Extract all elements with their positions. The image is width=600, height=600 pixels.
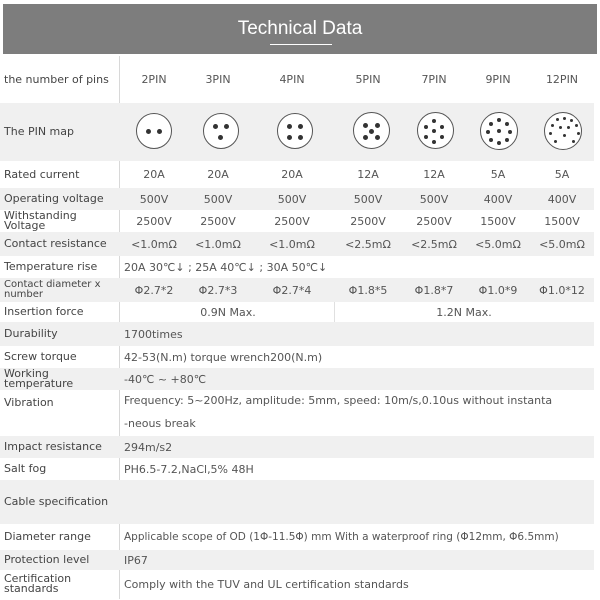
value-cell: 2500V (274, 214, 310, 228)
page-title: Technical Data (237, 18, 363, 39)
value-cell: 0.9N Max. (200, 305, 256, 319)
pin-header: 2PIN (141, 73, 167, 86)
value-cell: 500V (139, 192, 169, 206)
row-label: Durability (4, 327, 58, 340)
row-certification (0, 570, 594, 598)
row-diameter-range (0, 524, 594, 550)
value-cell: Φ1.8*5 (348, 283, 388, 297)
row-label: Certification standards (4, 572, 72, 595)
row-impact-resistance (0, 436, 594, 458)
row-label: Impact resistance (4, 440, 102, 453)
row-label: The PIN map (4, 125, 74, 138)
value-cell: 2500V (136, 214, 172, 228)
row-pin-count (0, 56, 594, 103)
value-cell: 294m/s2 (124, 440, 173, 454)
value-cell: <2.5mΩ (411, 237, 457, 251)
value-cell: <5.0mΩ (475, 237, 521, 251)
row-label: Cable specification (4, 495, 109, 508)
value-cell: Comply with the TUV and UL certification standards (124, 577, 409, 591)
vibration-line-1: Frequency: 5~200Hz, amplitude: 5mm, speed: 10m/s,0.10us without instanta (124, 394, 553, 407)
value-cell: 5A (490, 168, 506, 181)
row-withstanding-voltage (0, 210, 594, 232)
row-insertion-force (0, 302, 594, 322)
value-cell: 2500V (200, 214, 236, 228)
value-cell: 500V (203, 192, 233, 206)
value-cell: 2500V (350, 214, 386, 228)
row-label (0, 56, 119, 103)
value-cell: 20A (281, 168, 303, 181)
value-cell: 2500V (416, 214, 452, 228)
value-cell: 500V (419, 192, 449, 206)
value-cell: 5A (554, 168, 570, 181)
value-cell: <2.5mΩ (345, 237, 391, 251)
value-cell: <1.0mΩ (131, 237, 177, 251)
value-cell: <1.0mΩ (195, 237, 241, 251)
title-underline (270, 44, 332, 45)
pin-header: 4PIN (279, 73, 305, 86)
row-cable-specification (0, 480, 594, 524)
row-label: Protection level (4, 553, 90, 566)
pin-header: 9PIN (485, 73, 511, 86)
row-label: Operating voltage (4, 192, 104, 205)
row-working-temperature (0, 368, 594, 390)
row-label: Salt fog (4, 462, 47, 475)
row-operating-voltage (0, 188, 594, 210)
value-cell: 20A (207, 168, 229, 181)
value-cell: PH6.5-7.2,NaCl,5% 48H (124, 462, 254, 476)
row-label: Rated current (4, 167, 80, 181)
value-cell: <1.0mΩ (269, 237, 315, 251)
row-salt-fog (0, 458, 594, 480)
row-label: Working temperature (4, 367, 74, 390)
value-cell: 20A 30℃↓ ; 25A 40℃↓ ; 30A 50℃↓ (124, 260, 328, 274)
value-cell: IP67 (124, 553, 148, 567)
row-label: Contact resistance (4, 237, 107, 250)
value-cell: 20A (143, 168, 165, 181)
row-vibration (0, 390, 594, 436)
value-cell: Φ1.0*12 (539, 283, 585, 297)
pin-header: 12PIN (545, 73, 579, 86)
value-cell: 500V (353, 192, 383, 206)
value-cell: 1700times (124, 327, 183, 341)
value-cell: 12A (423, 168, 445, 181)
row-protection-level (0, 550, 594, 570)
value-cell: Applicable scope of OD (1Φ-11.5Φ) mm With a waterproof ring (Φ12mm, Φ6.5mm) (124, 531, 559, 543)
row-label: Contact diameter x number (4, 279, 101, 300)
value-cell: 400V (483, 192, 513, 206)
value-cell: 12A (357, 168, 379, 181)
value-cell: 1500V (480, 214, 516, 228)
row-label: Temperature rise (4, 260, 98, 273)
pin-header: 7PIN (421, 73, 447, 86)
row-temperature-rise (0, 256, 594, 278)
row-label: Vibration (4, 396, 54, 409)
value-cell: 42-53(N.m) torque wrench200(N.m) (124, 350, 323, 364)
value-cell: -40℃ ~ +80℃ (124, 372, 207, 386)
row-durability (0, 322, 594, 346)
pins-label-text: the number of pins (4, 72, 109, 86)
value-cell: 500V (277, 192, 307, 206)
row-contact-diameter (0, 278, 594, 302)
value-cell: 400V (547, 192, 577, 206)
value-cell: Φ2.7*4 (272, 283, 312, 297)
value-cell: Φ1.8*7 (414, 283, 454, 297)
value-cell: 1500V (544, 214, 580, 228)
title-bar (3, 4, 597, 54)
row-label: Diameter range (4, 530, 91, 543)
row-label: Withstanding Voltage (4, 209, 77, 232)
row-label: Screw torque (4, 350, 77, 363)
value-cell: Φ2.7*3 (198, 283, 238, 297)
pin-header: 3PIN (205, 73, 231, 86)
value-cell: 1.2N Max. (436, 305, 492, 319)
vibration-line-2: -neous break (124, 417, 196, 430)
row-rated-current (0, 161, 594, 188)
value-cell: Φ1.0*9 (478, 283, 518, 297)
pin-header: 5PIN (355, 73, 381, 86)
value-cell: <5.0mΩ (539, 237, 585, 251)
value-cell: Φ2.7*2 (134, 283, 174, 297)
row-label: Insertion force (4, 305, 84, 318)
row-contact-resistance (0, 232, 594, 256)
row-screw-torque (0, 346, 594, 368)
